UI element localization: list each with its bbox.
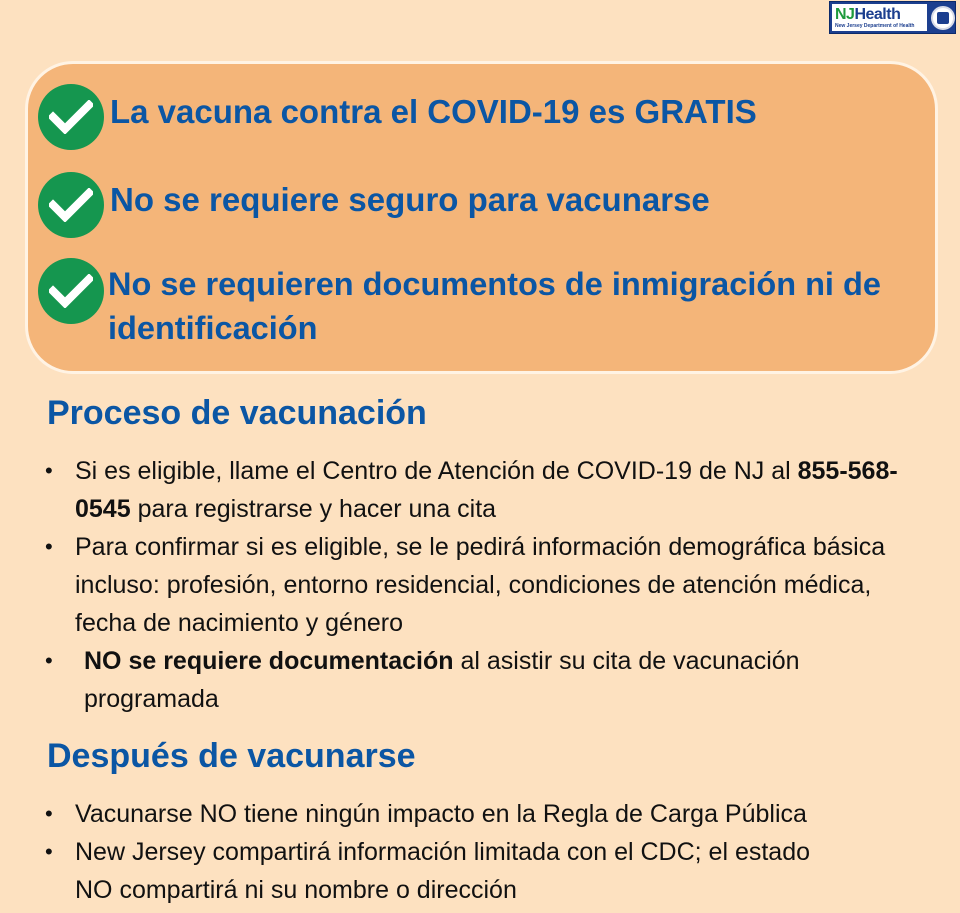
- process-bullet: • Si es eligible, llame el Centro de Atención de COVID-19 de NJ al 855-568-0545 para registrarse y hacer una cita: [45, 452, 945, 528]
- highlight-text: No se requiere seguro para vacunarse: [110, 181, 710, 218]
- process-bullet-list: [45, 452, 945, 718]
- checkmark-icon: [38, 84, 104, 150]
- highlight-item: [38, 172, 710, 238]
- section-title-process: Proceso de vacunación: [47, 394, 427, 432]
- process-bullet: • NO se requiere documentación al asistir su cita de vacunación programada: [45, 642, 925, 718]
- logo-health: Health: [854, 5, 901, 23]
- process-bullet: • Para confirmar si es eligible, se le pedirá información demográfica básica incluso: profesión, entorno residencial, condiciones de atención médica, fecha de nacimiento y género: [45, 528, 925, 642]
- logo-nj: NJ: [835, 5, 855, 23]
- state-seal-icon: [931, 6, 955, 30]
- highlight-text: La vacuna contra el COVID-19 es GRATIS: [110, 93, 757, 130]
- highlight-item: [38, 84, 757, 150]
- highlight-text: No se requieren documentos de inmigración ni de identificación: [108, 266, 881, 346]
- checkmark-icon: [38, 258, 104, 324]
- highlight-box: [25, 61, 938, 374]
- phone-number: 855-568-0545: [75, 457, 898, 523]
- logo-subtitle: New Jersey Department of Health: [835, 22, 915, 29]
- checkmark-icon: [38, 172, 104, 238]
- after-bullet: • Vacunarse NO tiene ningún impacto en la Regla de Carga Pública: [45, 795, 945, 833]
- nj-health-logo: [829, 1, 956, 34]
- after-bullet-list: [45, 795, 945, 909]
- highlight-item: [38, 258, 943, 350]
- after-bullet: • New Jersey compartirá información limitada con el CDC; el estado NO compartirá ni su nombre o dirección: [45, 833, 845, 909]
- logo-text: [832, 4, 927, 31]
- section-title-after: Después de vacunarse: [47, 737, 416, 775]
